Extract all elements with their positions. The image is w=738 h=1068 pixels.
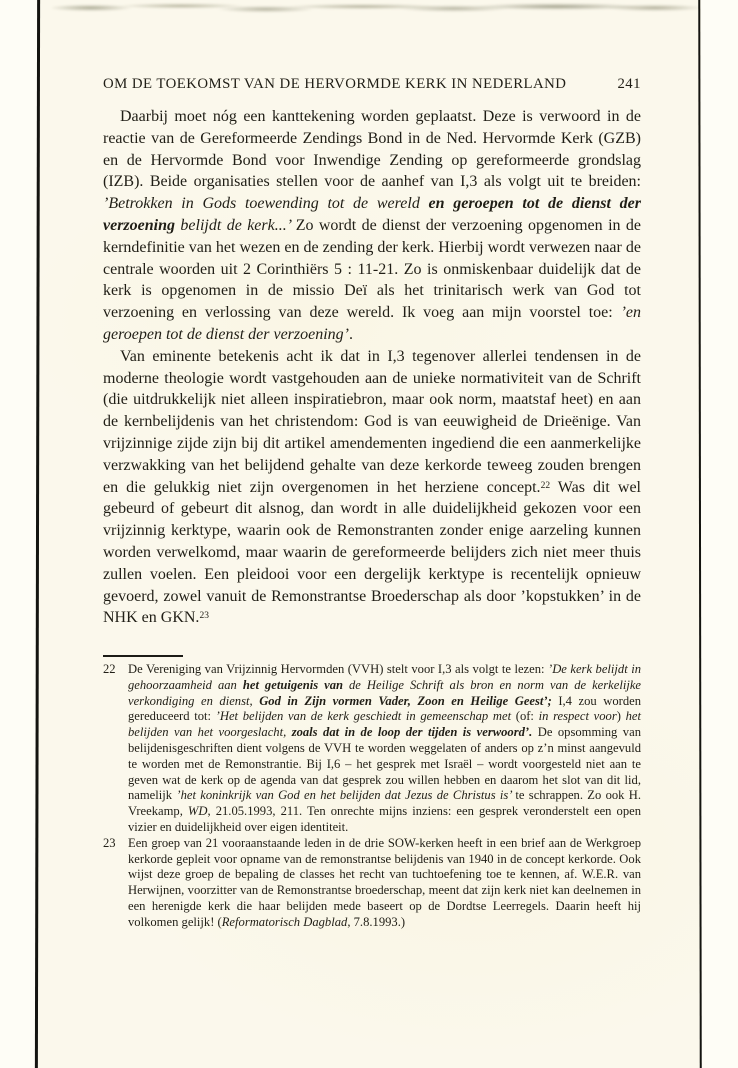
- text-segment: Reformatorisch Dagblad: [221, 914, 348, 929]
- text-segment: zoals dat in de loop der tijden is verwoord’.: [291, 725, 538, 740]
- text-segment: Daarbij moet nóg een kanttekening worden geplaatst. Deze is verwoord in de reactie van de Gereformeerde Zendings Bond in de Ned. Hervormde Kerk (GZB) en de Hervormde Bond voor Inwendige Zending op gereformeerde grondslag (IZB). Beide organisaties stellen voor de aanhef van I,3 als volgt uit te breiden:: [103, 108, 641, 191]
- page-number: 241: [617, 76, 641, 92]
- footnote-22: [103, 662, 641, 836]
- footnote-number: 23: [103, 835, 116, 850]
- paragraph: [103, 346, 641, 629]
- text-segment: I,4 zou worden gereduceerd tot:: [128, 693, 642, 724]
- text-segment: het belijden van het voorgeslacht,: [128, 709, 641, 740]
- footnote-23: [103, 836, 641, 931]
- text-segment: en geroepen tot de dienst der verzoening: [103, 195, 641, 234]
- running-head: [103, 76, 641, 93]
- text-segment: (of:: [515, 709, 539, 724]
- text-segment: belijdt de kerk...’: [180, 216, 296, 234]
- footnote-number: 22: [103, 662, 116, 676]
- scan-edge-right: [698, 0, 702, 1068]
- text-segment: ’Betrokken in Gods toewending tot de wereld: [103, 195, 429, 213]
- text-segment: God in Zijn vormen Vader, Zoon en Heilige Geest’;: [259, 693, 559, 708]
- running-head-title: OM DE TOEKOMST VAN DE HERVORMDE KERK IN NEDERLAND: [103, 76, 567, 92]
- text-segment: .: [349, 325, 354, 343]
- footnote-ref: 22: [540, 480, 551, 491]
- text-segment: Een groep van 21 vooraanstaande leden in de drie SOW-kerken heeft in een brief aan de Werkgroep kerkorde gepleit voor opname van de remonstrantse belijdenis van 1940 in de concept kerkorde. Ook wijst deze groep de bepaling de classes het recht van tuchtoefening toe te kennen, af. W.E.R. van Herwijnen, voorzitter van de Remonstrantse broederschap, meent dat zijn kerk niet kan deelnemen in een herenigde kerk die haar belijden mede baseert op de Dordtse Leerregels. Daarin heeft hij volkomen gelijk! (: [128, 835, 641, 929]
- text-segment: Zo wordt de dienst der verzoening opgenomen in de kerndefinitie van het wezen en de zending der kerk. Hierbij wordt verwezen naar de centrale woorden uit 2 Corinthiërs 5 : 11-21. Zo is onmiskenbaar duidelijk dat de kerk is opgenomen in de missio Deï als het trinitarisch werk van God tot verzoening en verlossing van deze wereld. Ik voeg aan mijn voorstel toe:: [103, 216, 642, 322]
- text-segment: ): [616, 709, 626, 724]
- text-segment: ’en geroepen tot de dienst der verzoening’: [103, 304, 641, 343]
- text-segment: Was dit wel gebeurd of gebeurt dit alsnog, dan wordt in alle duidelijkheid gekozen voor een vrijzinnig kerktype, waarin ook de Remonstranten zonder enige aarzeling kunnen worden verwelkomd, maar waarin de gereformeerde belijders zich niet meer thuis zullen voelen. Een pleidooi voor een dergelijk kerktype is recentelijk opnieuw gevoerd, zowel vanuit de Remonstrantse Broederschap als door ’kopstukken’ in de NHK en GKN.: [103, 478, 641, 627]
- paragraph: [103, 106, 641, 346]
- text-segment: Van eminente betekenis acht ik dat in I,3 tegenover allerlei tendensen in de moderne theologie wordt vastgehouden aan de unieke normativiteit van de Schrift (die uitdrukkelijk niet alleen inspiratiebron, maar ook norm, maatstaf heet) en aan de kernbelijdenis van het christendom: God is van eeuwigheid de Drieënige. Van vrijzinnige zijde zijn bij dit artikel amendementen ingediend die een aanmerkelijke verzwakking van het belijdend gehalte van deze kerkorde teweeg zouden brengen en die gelukkig niet zijn overgenomen in het herziene concept.: [103, 347, 641, 496]
- text-segment: , 7.8.1993.): [347, 914, 406, 929]
- footnotes: [103, 662, 641, 931]
- footnote-text: [128, 836, 641, 929]
- text-segment: ’Het belijden van de kerk geschiedt in gemeenschap met: [215, 709, 516, 724]
- text-segment: het getuigenis van: [242, 677, 349, 692]
- text-segment: ’De kerk belijdt in gehoorzaamheid aan: [128, 662, 641, 692]
- text-segment: in respect voor: [538, 709, 617, 724]
- text-segment: WD: [187, 804, 208, 819]
- footnote-ref: 23: [199, 611, 209, 622]
- scan-artifact-top: [52, 2, 700, 15]
- footnote-text: [128, 662, 641, 834]
- footnote-rule: [103, 655, 183, 657]
- text-segment: De Vereniging van Vrijzinnig Hervormden (VVH) stelt voor I,3 als volgt te lezen:: [128, 662, 549, 676]
- body-text: [103, 106, 641, 629]
- text-segment: , 21.05.1993, 211. Ten onrechte mijns inziens: een gesprek veronderstelt een open vizier en duidelijkheid over eigen identiteit.: [128, 804, 641, 834]
- text-segment: de Heilige Schrift als bron en norm van de kerkelijke verkondiging en dienst,: [128, 677, 642, 708]
- text-segment: ’het koninkrijk van God en het belijden dat Jezus de Christus is’: [176, 788, 516, 803]
- text-segment: De opsomming van belijdenisgeschriften dient volgens de VVH te worden weggelaten of anders op z’n minst aangevuld te worden met de Remonstrantie. Bij I,6 – het gesprek met Israël – wordt voorgesteld niet aan te geven wat de kerk op de agenda van dat gesprek zou willen hebben en daarom het slot van dit lid, namelijk: [128, 725, 641, 803]
- text-segment: te schrappen. Zo ook H. Vreekamp,: [128, 788, 642, 819]
